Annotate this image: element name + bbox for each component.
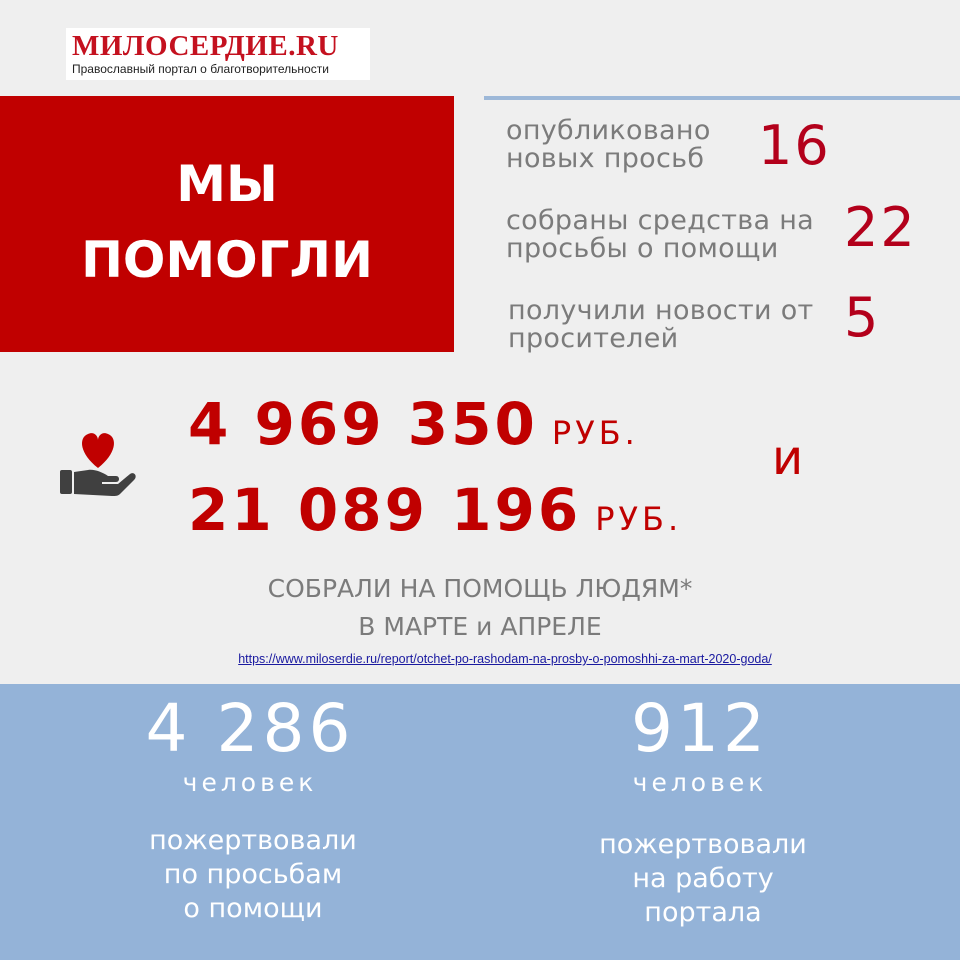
stat-funds-label-line-2: просьбы о помощи: [506, 233, 779, 264]
report-link[interactable]: https://www.miloserdie.ru/report/otchet-po-rashodam-na-prosby-o-pomoshhi-za-mart-2020-goda/: [238, 652, 772, 666]
headline-line-1: МЫ: [176, 155, 278, 213]
donors-right-line-3: портала: [644, 897, 762, 928]
donors-right-description: [550, 828, 856, 930]
donors-right-unit: человек: [632, 768, 768, 797]
site-logo[interactable]: [66, 28, 370, 80]
stat-news-label: [508, 297, 814, 353]
stat-news-label-line-1: получили новости от: [508, 295, 814, 326]
headline-line-2: ПОМОГЛИ: [81, 231, 373, 289]
stat-news-value: 5: [844, 286, 881, 349]
stat-funds-value: 22: [844, 196, 917, 259]
stat-requests-label-line-2: новых просьб: [506, 143, 705, 174]
stat-requests-value: 16: [758, 114, 831, 177]
collected-line-2: В МАРТЕ и АПРЕЛЕ: [358, 612, 602, 641]
stat-funds-label-line-1: собраны средства на: [506, 205, 815, 236]
stat-requests-label-line-1: опубликовано: [506, 115, 711, 146]
headline-panel: [0, 96, 454, 352]
sum-1-currency: РУБ.: [551, 414, 639, 452]
donors-left-description: [100, 824, 406, 926]
donors-left-line-2: по просьбам: [163, 859, 343, 890]
hand-heart-icon: [58, 418, 138, 504]
logo-title: МИЛОСЕРДИЕ.RU: [72, 30, 339, 62]
donors-right-count: 912: [631, 690, 769, 767]
donors-left-line-1: пожертвовали: [149, 825, 357, 856]
stat-news-label-line-2: просителей: [508, 323, 679, 354]
donors-right-line-2: на работу: [632, 863, 774, 894]
sum-2: [188, 476, 682, 544]
sum-1: [188, 390, 639, 458]
logo-subtitle: Православный портал о благотворительности: [72, 62, 329, 76]
sum-1-amount: 4 969 350: [188, 390, 538, 458]
donors-left-unit: человек: [182, 768, 318, 797]
conjunction: и: [772, 430, 804, 486]
donors-left-line-3: о помощи: [183, 893, 323, 924]
divider-line: [484, 96, 960, 100]
hand-heart-icon-svg: [58, 418, 138, 504]
donors-panel: [0, 684, 960, 960]
sum-2-amount: 21 089 196: [188, 476, 582, 544]
stat-funds-label: [506, 207, 814, 263]
donors-right-line-1: пожертвовали: [599, 829, 807, 860]
donors-left-count: 4 286: [145, 690, 355, 767]
collected-line-1: СОБРАЛИ НА ПОМОЩЬ ЛЮДЯМ*: [267, 574, 693, 603]
stat-requests-label: [506, 117, 711, 173]
headline: [0, 146, 454, 298]
sum-2-currency: РУБ.: [595, 500, 683, 538]
